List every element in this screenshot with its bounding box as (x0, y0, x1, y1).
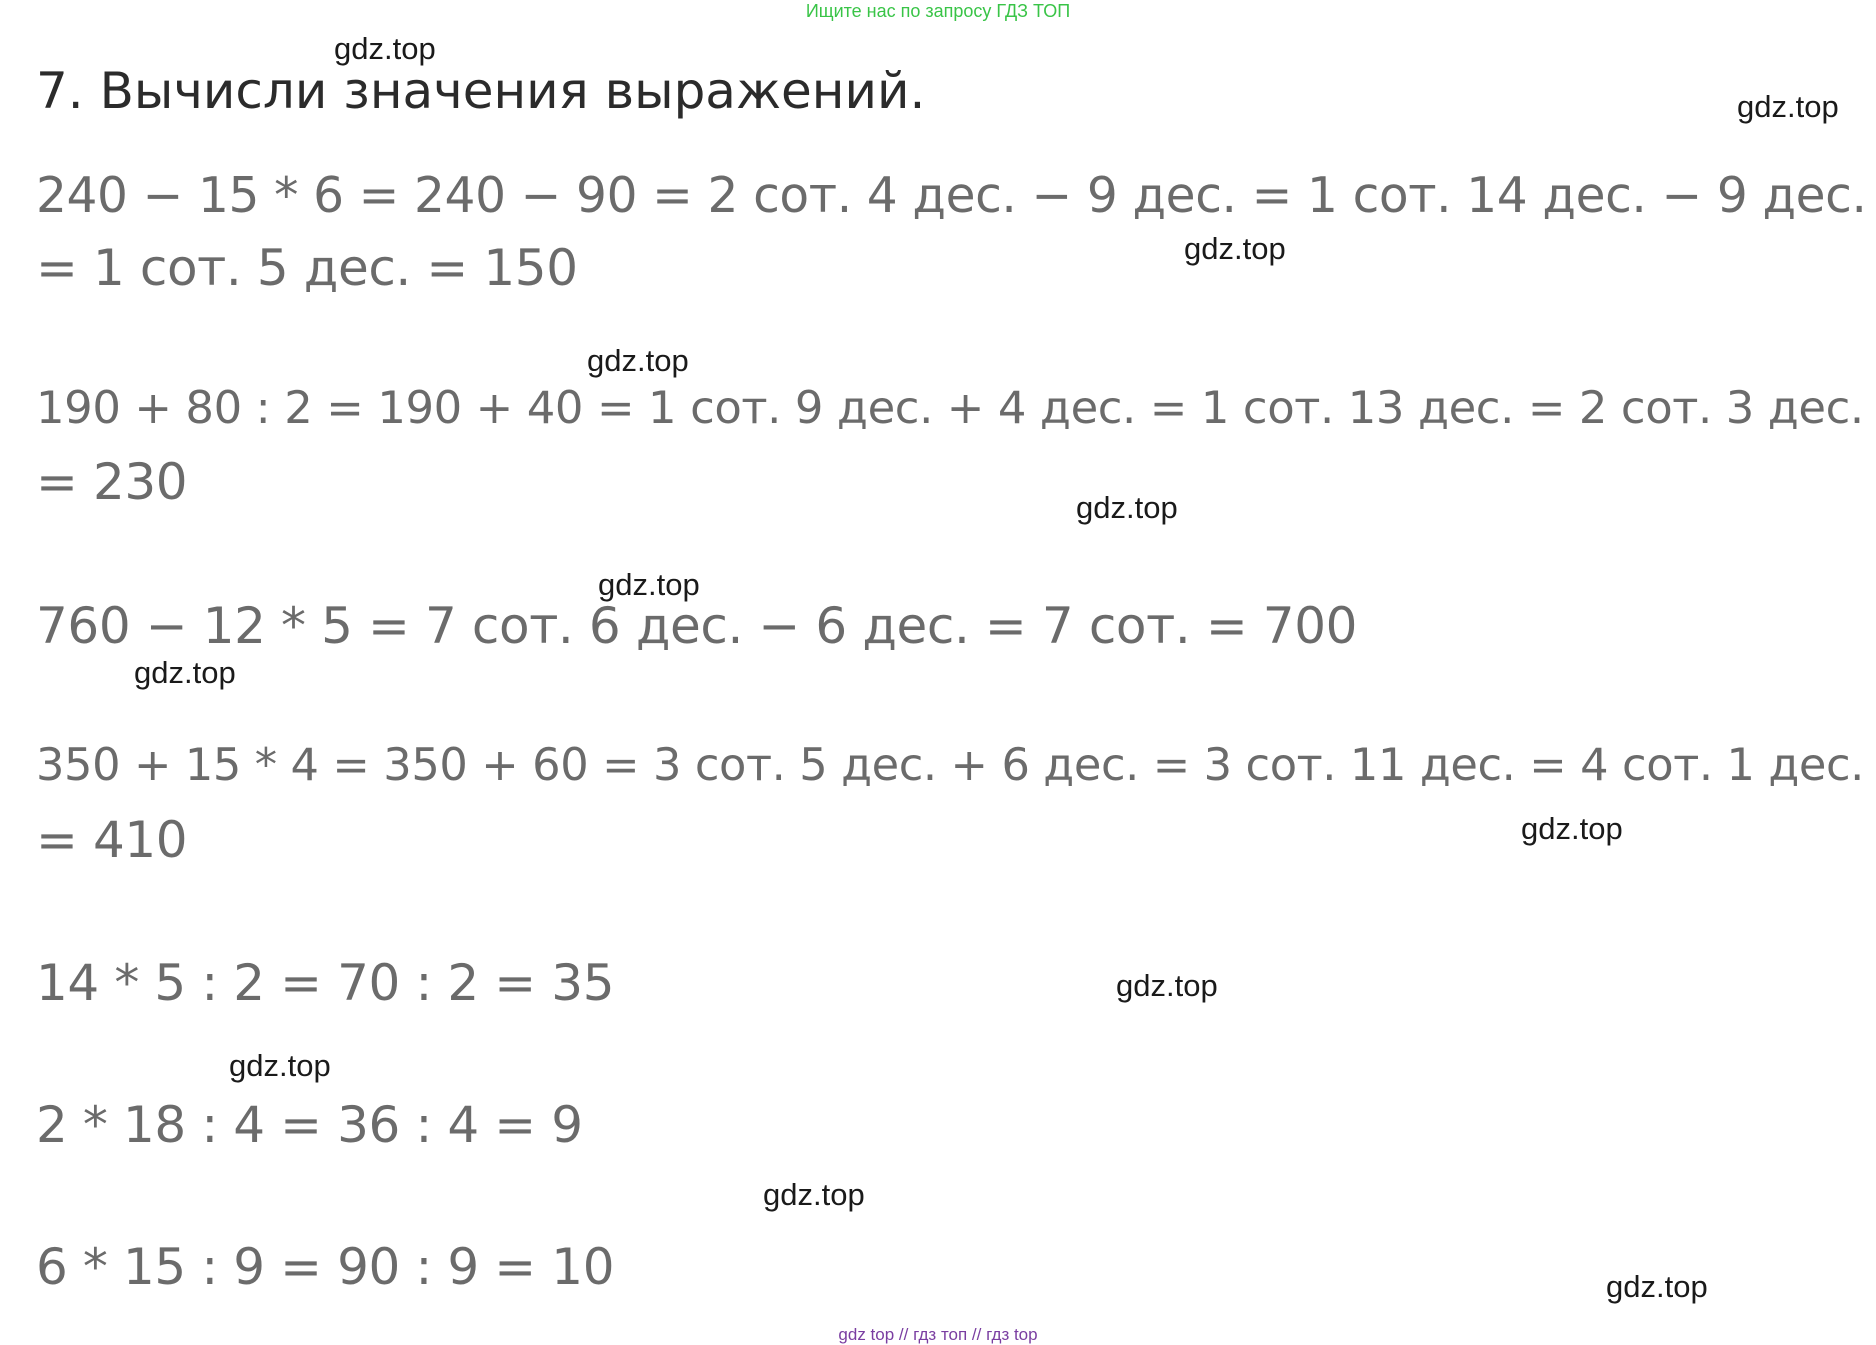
watermark: gdz.top (1076, 490, 1178, 525)
expression-line: 14 * 5 : 2 = 70 : 2 = 35 (36, 954, 615, 1012)
expression-line: = 410 (36, 811, 188, 869)
watermark: gdz.top (763, 1177, 865, 1212)
watermark: gdz.top (1521, 811, 1623, 846)
watermark: gdz.top (1606, 1269, 1708, 1304)
watermark: gdz.top (134, 655, 236, 690)
watermark: gdz.top (1116, 968, 1218, 1003)
expression-line: = 1 сот. 5 дес. = 150 (36, 239, 578, 297)
watermark: gdz.top (334, 31, 436, 66)
expression-line: 190 + 80 : 2 = 190 + 40 = 1 сот. 9 дес. + 4 дес. = 1 сот. 13 дес. = 2 сот. 3 дес. (36, 381, 1864, 434)
watermark: gdz.top (229, 1048, 331, 1083)
footer: gdz top // гдз топ // гдз top (838, 1325, 1038, 1344)
watermark: gdz.top (587, 343, 689, 378)
expression-line: 6 * 15 : 9 = 90 : 9 = 10 (36, 1238, 615, 1296)
watermark: gdz.top (1737, 89, 1839, 124)
page-title: 7. Вычисли значения выражений. (36, 62, 926, 120)
watermark: gdz.top (598, 567, 700, 602)
top-banner: Ищите нас по запросу ГДЗ ТОП (805, 1, 1071, 21)
expression-line: = 230 (36, 453, 188, 511)
watermark: gdz.top (1184, 231, 1286, 266)
expression-line: 240 − 15 * 6 = 240 − 90 = 2 сот. 4 дес. − 9 дес. = 1 сот. 14 дес. − 9 дес. (36, 168, 1867, 224)
expression-line: 350 + 15 * 4 = 350 + 60 = 3 сот. 5 дес. + 6 дес. = 3 сот. 11 дес. = 4 сот. 1 дес. (36, 738, 1864, 791)
expression-line: 760 − 12 * 5 = 7 сот. 6 дес. − 6 дес. = 7 сот. = 700 (36, 597, 1358, 655)
expression-line: 2 * 18 : 4 = 36 : 4 = 9 (36, 1096, 583, 1154)
